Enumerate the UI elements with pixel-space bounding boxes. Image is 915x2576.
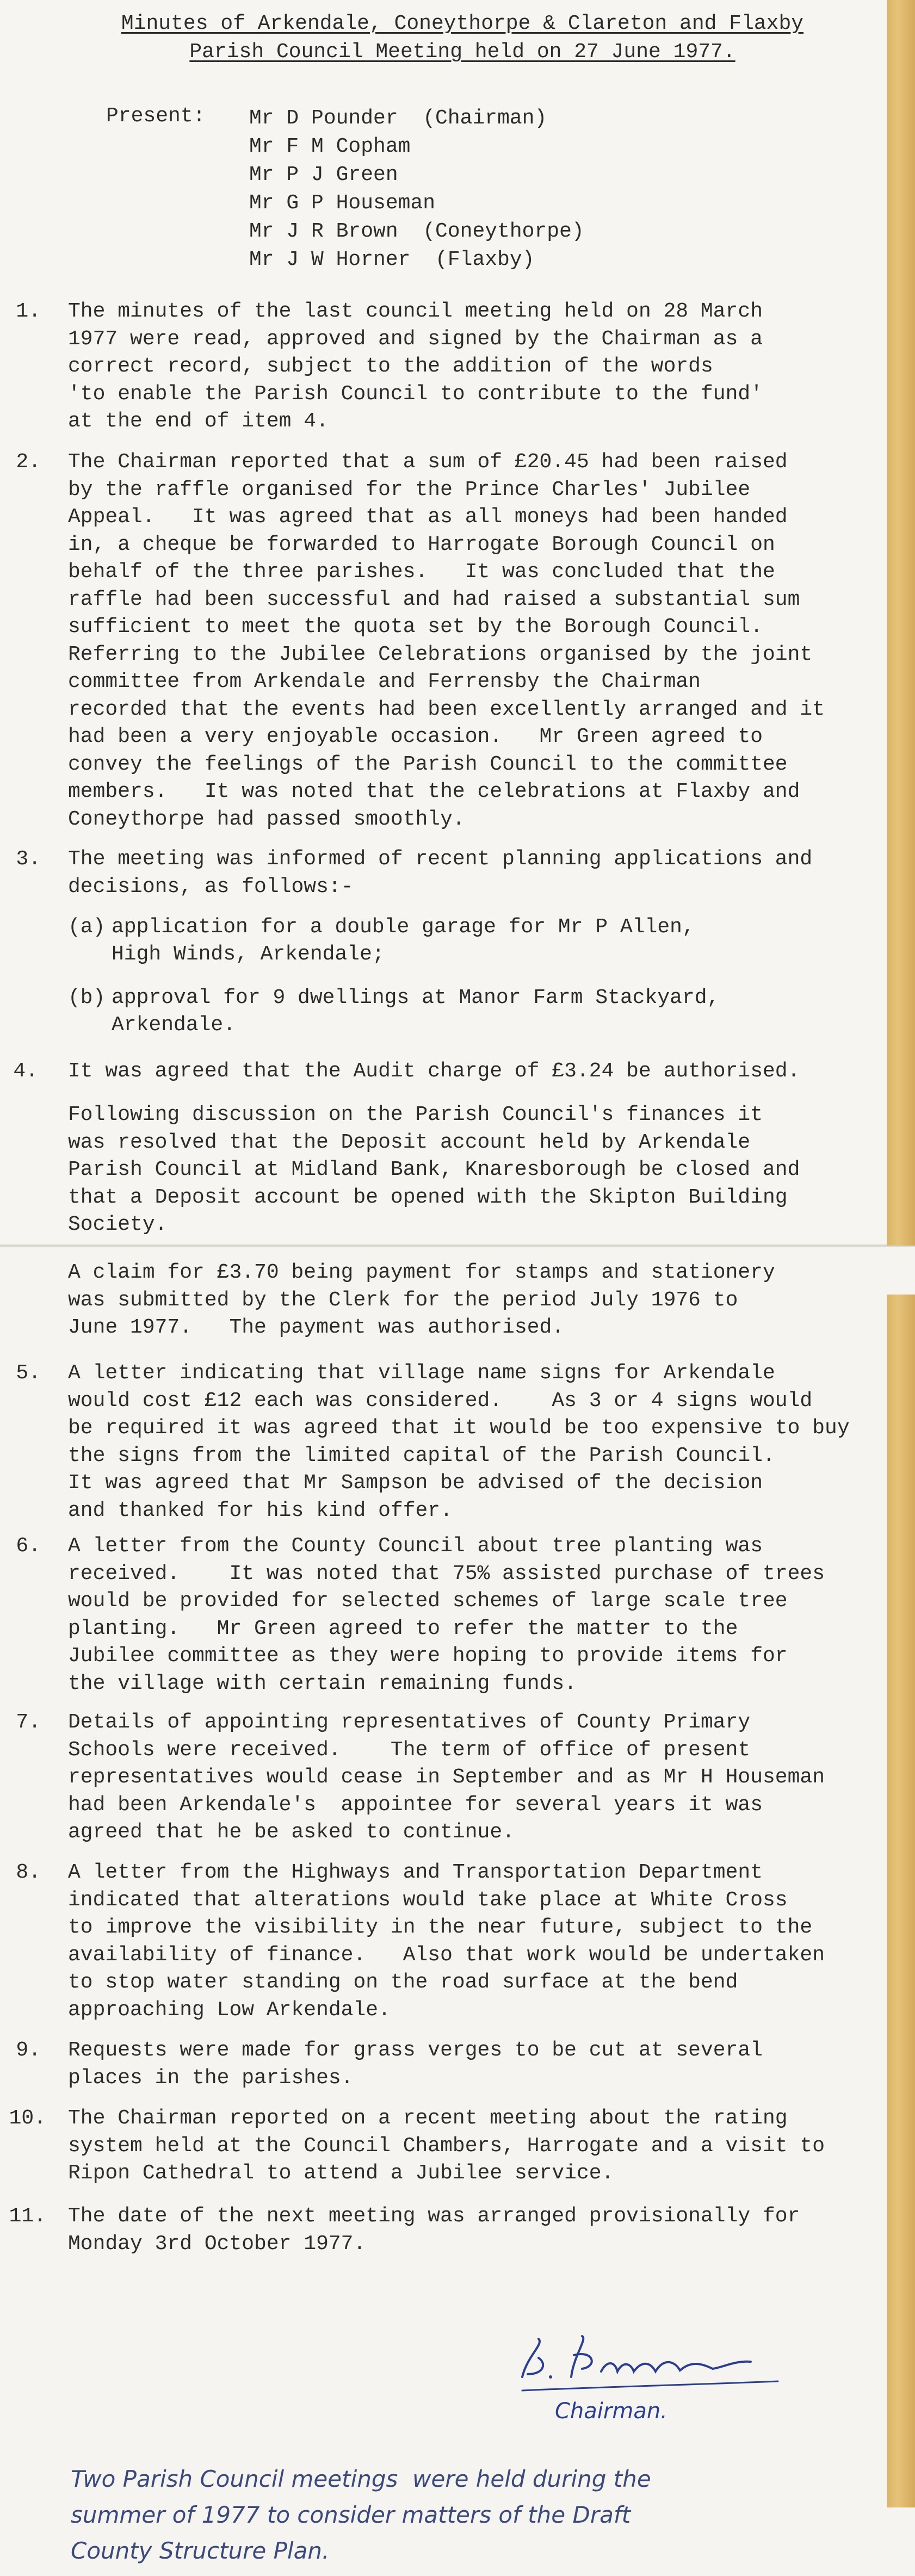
- minute-item-8: [16, 1859, 825, 2024]
- item-line: The minutes of the last council meeting held on 28 March: [68, 300, 763, 323]
- item-line: correct record, subject to the addition of the words: [68, 355, 713, 378]
- item-line: the signs from the limited capital of the Parish Council.: [68, 1444, 775, 1467]
- title-line-1: Minutes of Arkendale, Coneythorpe & Clareton and Flaxby: [121, 12, 804, 35]
- subitem-line: application for a double garage for Mr P Allen,: [112, 915, 695, 939]
- note-line: summer of 1977 to consider matters of the Draft: [71, 2501, 631, 2528]
- item-line: was submitted by the Clerk for the period July 1976 to: [68, 1288, 738, 1312]
- chairman-label: Chairman.: [555, 2399, 667, 2424]
- planning-subitem-b: [68, 984, 720, 1039]
- item-number: 8.: [16, 1861, 41, 1884]
- subitem-line: Arkendale.: [112, 1013, 236, 1037]
- item-line: A letter from the Highways and Transportation Department: [68, 1861, 763, 1884]
- item-line: indicated that alterations would take place at White Cross: [68, 1888, 788, 1912]
- item-number: 11.: [9, 2205, 46, 2228]
- item-line: Monday 3rd October 1977.: [68, 2232, 366, 2256]
- item-line: planting. Mr Green agreed to refer the matter to the: [68, 1617, 738, 1640]
- item-line: raffle had been successful and had raised a substantial sum: [68, 587, 800, 611]
- minute-item-2: [16, 449, 825, 833]
- item-line: The Chairman reported on a recent meeting about the rating: [68, 2107, 788, 2130]
- planning-subitem-a: [68, 914, 695, 968]
- item-line: 1977 were read, approved and signed by the Chairman as a: [68, 327, 763, 351]
- item-line: committee from Arkendale and Ferrensby the Chairman: [68, 670, 701, 693]
- item-line: be required it was agreed that it would be too expensive to buy: [68, 1416, 850, 1440]
- item-line: A letter from the County Council about tree planting was: [68, 1534, 763, 1558]
- handwritten-note: [71, 2461, 651, 2569]
- item-line: system held at the Council Chambers, Harrogate and a visit to: [68, 2134, 825, 2158]
- item-line: agreed that he be asked to continue.: [68, 1820, 515, 1844]
- item-line: Schools were received. The term of office of present: [68, 1738, 751, 1762]
- item-line: It was agreed that the Audit charge of £3.24 be authorised.: [68, 1060, 800, 1083]
- paper-edge-strip: [887, 1295, 915, 2507]
- item-line: representatives would cease in September and as Mr H Houseman: [68, 1766, 825, 1789]
- item-line: The meeting was informed of recent planning applications and: [68, 847, 813, 871]
- item-line: Society.: [68, 1213, 168, 1236]
- item-line: June 1977. The payment was authorised.: [68, 1316, 565, 1339]
- item-line: the village with certain remaining funds.: [68, 1671, 577, 1695]
- attendee: Mr D Pounder (Chairman): [249, 107, 547, 130]
- minute-item-7: [16, 1709, 825, 1847]
- item-line: at the end of item 4.: [68, 410, 329, 433]
- minute-item-6: [16, 1533, 825, 1698]
- item-line: approaching Low Arkendale.: [68, 1998, 391, 2022]
- document-title: [109, 10, 816, 66]
- item-line: and thanked for his kind offer.: [68, 1498, 453, 1522]
- minute-item-4-claim: [68, 1259, 775, 1342]
- item-line: Following discussion on the Parish Council's finances it: [68, 1103, 763, 1126]
- paper-edge-strip: [887, 0, 915, 1246]
- item-number: 7.: [16, 1711, 41, 1734]
- minute-item-9: [16, 2037, 763, 2092]
- item-line: 'to enable the Parish Council to contribute to the fund': [68, 382, 763, 406]
- item-line: Appeal. It was agreed that as all moneys had been handed: [68, 505, 788, 529]
- subitem-label: (a): [68, 915, 106, 939]
- minute-item-4: [13, 1058, 800, 1086]
- attendee: Mr J R Brown (Coneythorpe): [249, 220, 584, 243]
- item-number: 6.: [16, 1534, 41, 1558]
- title-line-2: Parish Council Meeting held on 27 June 1977.: [189, 40, 735, 64]
- item-line: would cost £12 each was considered. As 3 or 4 signs would: [68, 1389, 813, 1413]
- item-line: in, a cheque be forwarded to Harrogate Borough Council on: [68, 532, 775, 556]
- attendee: Mr G P Houseman: [249, 191, 436, 215]
- item-line: had been Arkendale's appointee for several years it was: [68, 1793, 763, 1817]
- note-line: County Structure Plan.: [71, 2537, 330, 2564]
- page-seam: [0, 1244, 915, 1247]
- item-line: availability of finance. Also that work would be undertaken: [68, 1943, 825, 1967]
- item-line: A letter indicating that village name signs for Arkendale: [68, 1361, 775, 1385]
- item-line: Details of appointing representatives of County Primary: [68, 1711, 751, 1734]
- minute-item-3: [16, 846, 813, 901]
- item-line: members. It was noted that the celebrations at Flaxby and: [68, 780, 800, 803]
- item-line: Referring to the Jubilee Celebrations organised by the joint: [68, 642, 813, 666]
- item-line: Requests were made for grass verges to be cut at several: [68, 2039, 763, 2062]
- item-number: 3.: [16, 847, 41, 871]
- item-number: 9.: [16, 2039, 41, 2062]
- item-line: The date of the next meeting was arranged provisionally for: [68, 2205, 800, 2228]
- item-line: by the raffle organised for the Prince Charles' Jubilee: [68, 478, 751, 501]
- item-number: 5.: [16, 1361, 41, 1385]
- attendee: Mr F M Copham: [249, 135, 411, 158]
- item-line: sufficient to meet the quota set by the Borough Council.: [68, 615, 763, 639]
- item-line: convey the feelings of the Parish Council to the committee: [68, 752, 788, 776]
- subitem-label: (b): [68, 986, 106, 1010]
- item-line: Jubilee committee as they were hoping to provide items for: [68, 1644, 788, 1668]
- item-line: recorded that the events had been excellently arranged and it: [68, 697, 825, 721]
- subitem-line: approval for 9 dwellings at Manor Farm Stackyard,: [112, 986, 720, 1010]
- attendee: Mr P J Green: [249, 163, 398, 187]
- item-line: had been a very enjoyable occasion. Mr Green agreed to: [68, 725, 763, 748]
- minute-item-1: [16, 298, 763, 436]
- attendee-list: [249, 104, 584, 274]
- item-line: A claim for £3.70 being payment for stamps and stationery: [68, 1261, 775, 1284]
- item-line: that a Deposit account be opened with the Skipton Building: [68, 1185, 788, 1209]
- item-line: to stop water standing on the road surface at the bend: [68, 1971, 738, 1994]
- item-number: 10.: [9, 2107, 46, 2130]
- item-line: received. It was noted that 75% assisted purchase of trees: [68, 1562, 825, 1586]
- item-number: 2.: [16, 450, 41, 474]
- present-label: Present:: [106, 104, 206, 128]
- item-line: The Chairman reported that a sum of £20.45 had been raised: [68, 450, 788, 474]
- item-line: decisions, as follows:-: [68, 875, 354, 899]
- note-line: Two Parish Council meetings were held during the: [71, 2466, 651, 2492]
- item-line: to improve the visibility in the near future, subject to the: [68, 1916, 813, 1939]
- item-line: Parish Council at Midland Bank, Knaresborough be closed and: [68, 1158, 800, 1181]
- item-number: 4.: [13, 1060, 38, 1083]
- minute-item-11: [9, 2203, 800, 2258]
- item-line: would be provided for selected schemes of large scale tree: [68, 1589, 788, 1613]
- item-line: places in the parishes.: [68, 2066, 354, 2090]
- attendee: Mr J W Horner (Flaxby): [249, 248, 535, 271]
- item-number: 1.: [16, 300, 41, 323]
- item-line: was resolved that the Deposit account held by Arkendale: [68, 1130, 751, 1154]
- item-line: Coneythorpe had passed smoothly.: [68, 807, 465, 831]
- item-line: It was agreed that Mr Sampson be advised of the decision: [68, 1471, 763, 1495]
- minute-item-4-finances: [68, 1101, 800, 1239]
- minute-item-5: [16, 1360, 850, 1525]
- item-line: behalf of the three parishes. It was concluded that the: [68, 560, 775, 584]
- item-line: Ripon Cathedral to attend a Jubilee service.: [68, 2162, 614, 2185]
- subitem-line: High Winds, Arkendale;: [112, 943, 385, 966]
- minute-item-10: [9, 2105, 825, 2188]
- chairman-signature: [506, 2323, 789, 2399]
